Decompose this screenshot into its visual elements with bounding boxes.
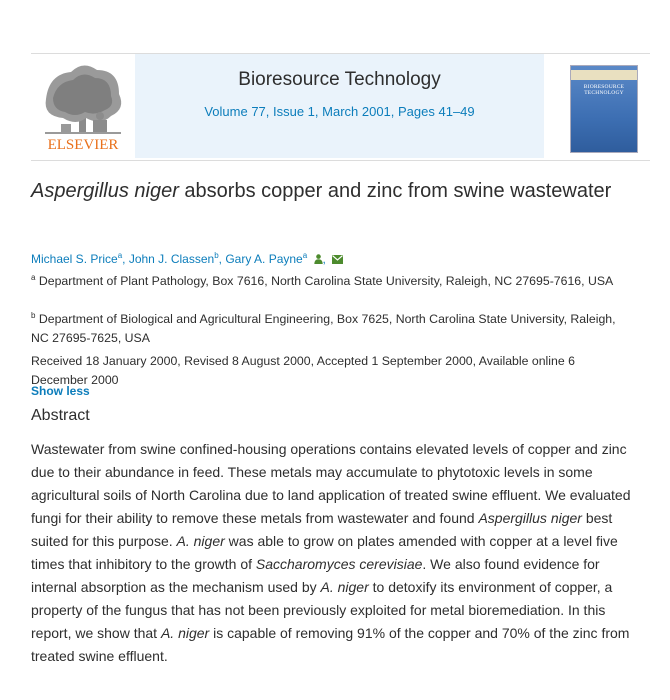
journal-info-band [135, 54, 544, 158]
abstract-text-run: was able to grow on plates amended with copper at a level five times that inhibitory to the growth of [31, 533, 618, 572]
cover-band [571, 70, 637, 80]
cover-title: BIORESOURCE TECHNOLOGY [583, 84, 625, 96]
abstract-species-name: A. niger [320, 579, 369, 595]
article-history-dates: Received 18 January 2000, Revised 8 August 2000, Accepted 1 September 2000, Available online 6 December 2000 [31, 354, 575, 387]
journal-title[interactable]: Bioresource Technology [238, 69, 441, 90]
author-link[interactable]: Michael S. Price [31, 252, 118, 266]
abstract-species-name: A. niger [176, 533, 225, 549]
author-affil-sup: a [117, 251, 123, 260]
author-affil-sup: a [302, 251, 308, 260]
abstract-text-run: Wastewater from swine confined-housing operations contains elevated levels of copper and zinc due to their abundance in feed. These metals may accumulate to phytotoxic levels in some agricultural soils of North Carolina due to land application of treated swine effluent. We evaluated fungi for their ability to remove these metals from wastewater and found [31, 441, 631, 526]
show-less-label[interactable]: Show less [31, 384, 90, 398]
envelope-icon[interactable] [332, 255, 343, 264]
person-icon[interactable] [314, 254, 323, 264]
article-title [31, 176, 631, 206]
author-list [31, 252, 343, 266]
abstract-text-run: . We also found evidence for internal absorption as the mechanism used by [31, 556, 600, 595]
elsevier-logo[interactable] [31, 54, 135, 158]
abstract-species-name: A. niger [160, 625, 210, 641]
author-separator: , [122, 252, 129, 266]
author-link[interactable]: Gary A. Payne [225, 252, 303, 266]
affiliation-a [31, 272, 631, 291]
affiliation-sup: b [31, 310, 36, 320]
author-link[interactable]: John J. Classen [128, 252, 215, 266]
article-title-italic: Aspergillus niger [31, 180, 179, 202]
abstract-text-run: best suited for this purpose. [31, 510, 613, 549]
author-separator: , [322, 252, 326, 266]
abstract-heading: Abstract [31, 407, 90, 424]
abstract-text [31, 438, 646, 668]
author-affil-sup: b [214, 251, 219, 260]
journal-header [31, 53, 650, 161]
abstract-text-run: to detoxify its environment of copper, a property of the fungus that has not been previously exploited for metal bioremediation. In this report, we show that [31, 579, 613, 641]
show-less-toggle[interactable] [31, 384, 111, 399]
abstract-text-run: is capable of removing 91% of the copper and 70% of the zinc from treated swine effluent. [31, 625, 630, 664]
elsevier-wordmark: ELSEVIER [47, 137, 119, 153]
journal-volume-link[interactable]: Volume 77, Issue 1, March 2001, Pages 41–49 [204, 104, 475, 119]
journal-cover-thumbnail[interactable] [570, 65, 638, 153]
elsevier-tree-icon [31, 54, 135, 158]
abstract-species-name: Aspergillus niger [478, 510, 582, 526]
affiliation-sup: a [31, 272, 36, 282]
article-title-rest: absorbs copper and zinc from swine wastewater [178, 180, 612, 202]
affiliation-text: Department of Plant Pathology, Box 7616, North Carolina State University, Raleigh, NC 27695-7616, USA [38, 274, 614, 288]
author-separator: , [218, 252, 226, 266]
affiliation-text: Department of Biological and Agricultural Engineering, Box 7625, North Carolina State University, Raleigh, NC 27695-7625, USA [31, 312, 616, 345]
abstract-species-name: Saccharomyces cerevisiae [255, 556, 423, 572]
affiliation-b [31, 310, 631, 348]
